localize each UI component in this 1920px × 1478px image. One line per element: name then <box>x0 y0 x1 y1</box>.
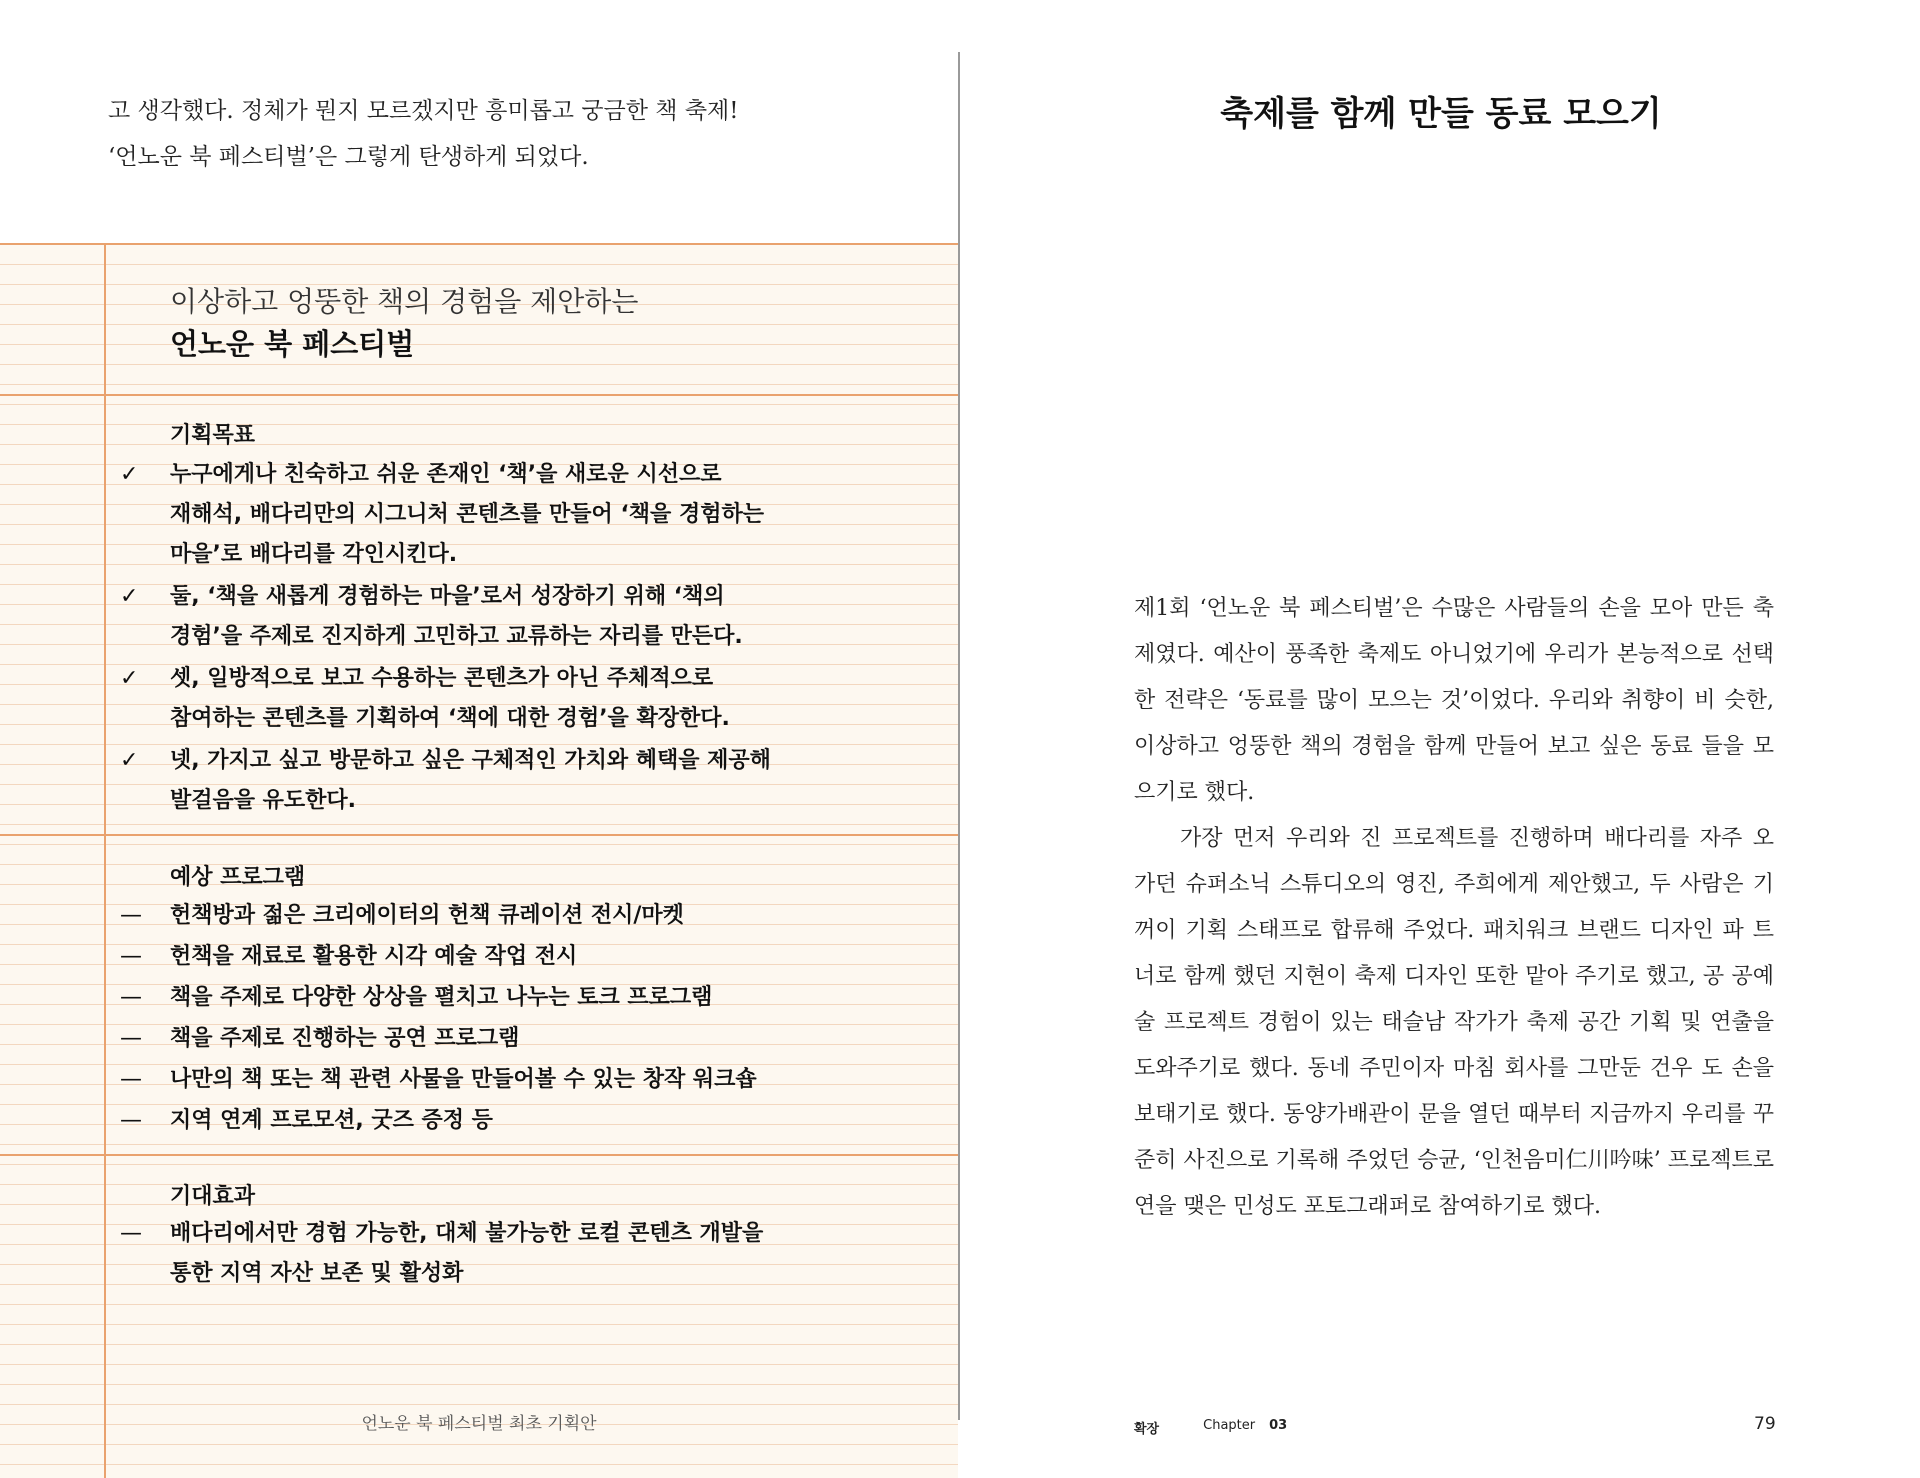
paragraph <box>1134 586 1774 816</box>
body-line: 기꺼이 기획 스태프로 합류해 주었다. 패치워크 브랜드 디자인 파 <box>1134 872 1774 943</box>
body-line: 가장 먼저 우리와 진 프로젝트를 진행하며 배다리를 자주 오 <box>1180 826 1774 851</box>
program-item <box>120 937 910 977</box>
goal-line: 참여하는 콘텐츠를 기획하여 ‘책에 대한 경험’을 확장한다. <box>170 706 730 731</box>
goal-line: 발걸음을 유도한다. <box>170 788 357 813</box>
paragraph <box>1134 816 1774 1230</box>
program-item <box>120 896 910 936</box>
goal-item <box>120 455 910 575</box>
goal-line: 누구에게나 친숙하고 쉬운 존재인 ‘책’을 새로운 시선으로 <box>170 462 722 487</box>
dash-icon: — <box>120 1221 142 1246</box>
effects-heading: 기대효과 <box>170 1184 256 1209</box>
section-title: 축제를 함께 만들 동료 모으기 <box>1220 94 1662 134</box>
program-text: 책을 주제로 다양한 상상을 펼치고 나누는 토크 프로그램 <box>170 985 713 1010</box>
left-page <box>0 0 958 1476</box>
effect-line: 통한 지역 자산 보존 및 활성화 <box>170 1261 464 1286</box>
goal-item <box>120 577 910 657</box>
plan-subtitle: 이상하고 엉뚱한 책의 경험을 제안하는 <box>170 285 639 318</box>
footer-section: 확장 <box>1134 1422 1160 1437</box>
effect-item <box>120 1214 910 1294</box>
goals-heading: 기획목표 <box>170 423 256 448</box>
goal-line: 마을’로 배다리를 각인시킨다. <box>170 542 458 567</box>
intro-line: ‘언노운 북 페스티벌’은 그렇게 탄생하게 되었다. <box>108 144 589 170</box>
goal-item <box>120 659 910 739</box>
goal-item <box>120 741 910 821</box>
intro-line: 고 생각했다. 정체가 뭔지 모르겠지만 흥미롭고 궁금한 책 축제! <box>108 98 739 124</box>
body-line: 슷한, 이상하고 엉뚱한 책의 경험을 함께 만들어 보고 싶은 동료 <box>1134 688 1774 759</box>
dash-icon: — <box>120 1067 142 1092</box>
figure-caption: 언노운 북 페스티벌 최초 기획안 <box>361 1414 597 1434</box>
body-line: 제1회 ‘언노운 북 페스티벌’은 수많은 사람들의 손을 모아 만든 <box>1134 596 1744 621</box>
check-icon: ✓ <box>120 462 139 487</box>
body-line: 우리를 꾸준히 사진으로 기록해 주었던 승균, ‘인천음미仁川吟味’ <box>1134 1102 1774 1173</box>
check-icon: ✓ <box>120 666 139 691</box>
goal-line: 재해석, 배다리만의 시그니처 콘텐츠를 만들어 ‘책을 경험하는 <box>170 502 764 527</box>
margin-line <box>104 245 106 1478</box>
program-text: 헌책방과 젊은 크리에이터의 헌책 큐레이션 전시/마켓 <box>170 903 684 928</box>
footer-chapter-number: 03 <box>1269 1418 1288 1433</box>
program-item <box>120 1060 910 1100</box>
program-text: 지역 연계 프로모션, 굿즈 증정 등 <box>170 1108 493 1133</box>
body-line: 축제였다. 예산이 풍족한 축제도 아니었기에 우리가 본능적으로 <box>1134 596 1774 667</box>
program-item <box>120 1019 910 1059</box>
goal-line: 넷, 가지고 싶고 방문하고 싶은 구체적인 가치와 혜택을 제공해 <box>170 748 771 773</box>
goal-line: 경험’을 주제로 진지하게 고민하고 교류하는 자리를 만든다. <box>170 624 743 649</box>
check-icon: ✓ <box>120 748 139 773</box>
running-footer <box>1134 1418 1287 1437</box>
section-divider <box>0 394 958 396</box>
plan-title: 언노운 북 페스티벌 <box>170 327 415 361</box>
dash-icon: — <box>120 944 142 969</box>
program-text: 나만의 책 또는 책 관련 사물을 만들어볼 수 있는 창작 워크숍 <box>170 1067 757 1092</box>
dash-icon: — <box>120 903 142 928</box>
body-line: 가던 슈퍼소닉 스튜디오의 영진, 주희에게 제안했고, 두 사람은 <box>1134 872 1744 897</box>
body-text <box>1134 586 1774 1230</box>
section-divider <box>0 834 958 836</box>
body-line: 들을 모으기로 했다. <box>1134 734 1774 805</box>
footer-chapter-label: Chapter <box>1203 1418 1256 1433</box>
intro-text <box>108 88 908 180</box>
section-divider <box>0 1154 958 1156</box>
page-number: 79 <box>1754 1414 1776 1434</box>
body-line: 도 손을 보태기로 했다. 동양가배관이 문을 열던 때부터 지금까지 <box>1134 1056 1775 1127</box>
body-line: 선택한 전략은 ‘동료를 많이 모으는 것’이었다. 우리와 취향이 비 <box>1134 642 1774 713</box>
program-text: 헌책을 재료로 활용한 시각 예술 작업 전시 <box>170 944 578 969</box>
goal-line: 셋, 일방적으로 보고 수용하는 콘텐츠가 아닌 주체적으로 <box>170 666 714 691</box>
program-item <box>120 978 910 1018</box>
effect-line: 배다리에서만 경험 가능한, 대체 불가능한 로컬 콘텐츠 개발을 <box>170 1221 764 1246</box>
body-line: 공예술 프로젝트 경험이 있는 태슬남 작가가 축제 공간 기획 및 <box>1134 964 1774 1035</box>
right-page <box>962 0 1920 1476</box>
body-line: 프로젝트로 연을 맺은 민성도 포토그래퍼로 참여하기로 했다. <box>1134 1148 1775 1219</box>
dash-icon: — <box>120 985 142 1010</box>
goal-line: 둘, ‘책을 새롭게 경험하는 마을’로서 성장하기 위해 ‘책의 <box>170 584 725 609</box>
dash-icon: — <box>120 1026 142 1051</box>
body-line: 트너로 함께 했던 지현이 축제 디자인 또한 맡아 주기로 했고, 공 <box>1134 918 1774 989</box>
check-icon: ✓ <box>120 584 139 609</box>
page-spine <box>958 52 960 1420</box>
programs-heading: 예상 프로그램 <box>170 865 306 890</box>
program-text: 책을 주제로 진행하는 공연 프로그램 <box>170 1026 520 1051</box>
program-item <box>120 1101 910 1141</box>
dash-icon: — <box>120 1108 142 1133</box>
body-line: 연출을 도와주기로 했다. 동네 주민이자 마침 회사를 그만둔 건우 <box>1134 1010 1774 1081</box>
